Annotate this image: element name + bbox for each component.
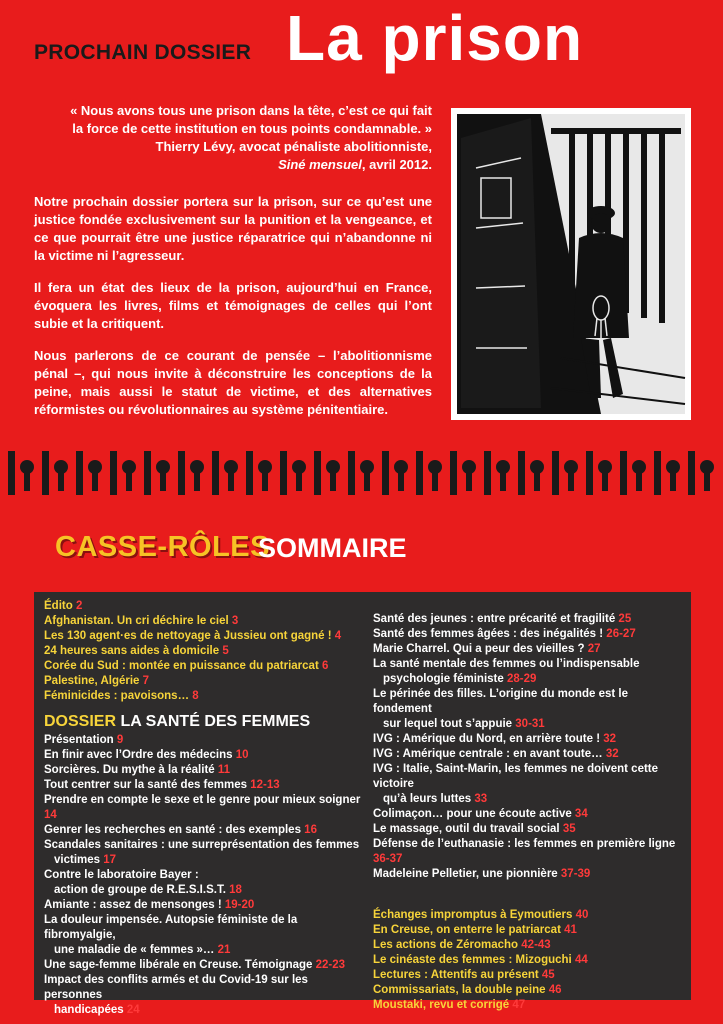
toc-entry-title: Sorcières. Du mythe à la réalité (44, 764, 215, 776)
magazine-logo: CASSE-RÔLES (55, 531, 270, 563)
toc-entry-title: Échanges impromptus à Eymoutiers (373, 909, 573, 921)
quote-block (50, 102, 432, 174)
toc-entry (373, 908, 685, 923)
toc-page-number: 32 (600, 733, 617, 745)
toc-entry-title: Le périnée des filles. L’origine du monde est le fondement (373, 688, 628, 715)
divider-keyhole (462, 460, 476, 491)
toc-entry-title-2: psychologie féministe (383, 673, 504, 685)
toc-page-number: 34 (571, 808, 588, 820)
divider-bar (348, 451, 355, 495)
divider-bar (42, 451, 49, 495)
toc-page-number: 46 (545, 984, 562, 996)
toc-entry (44, 778, 364, 793)
toc-entry-title-2: victimes (54, 854, 101, 866)
toc-entry-title: Tout centrer sur la santé des femmes (44, 779, 248, 791)
toc-dossier-list-continued (373, 612, 685, 882)
toc-entry-title-2: handicapées (54, 1004, 124, 1016)
toc-entry (44, 763, 364, 778)
toc-entry-continuation (373, 672, 685, 687)
table-of-contents (34, 592, 691, 1016)
toc-entry (373, 953, 685, 968)
divider-bar (518, 451, 525, 495)
toc-entry-continuation (373, 717, 685, 732)
toc-entry-title: Impact des conflits armés et du Covid-19 sur les personnes (44, 974, 308, 1001)
toc-entry (44, 838, 364, 868)
toc-entry-title: Madeleine Pelletier, une pionnière (373, 868, 558, 880)
toc-page-number: 11 (214, 764, 231, 776)
divider-keyhole (190, 460, 204, 491)
toc-entry (44, 793, 364, 823)
toc-entry (373, 983, 685, 998)
toc-entry (373, 807, 685, 822)
divider-bar (416, 451, 423, 495)
toc-page-number: 7 (139, 675, 150, 687)
toc-entry-title-2: sur lequel tout s’appuie (383, 718, 513, 730)
divider-bar (110, 451, 117, 495)
toc-entry (373, 642, 685, 657)
divider-keyhole (224, 460, 238, 491)
divider-bar (314, 451, 321, 495)
toc-page-number: 33 (471, 793, 488, 805)
divider-bar (8, 451, 15, 495)
toc-entry-title: Prendre en compte le sexe et le genre pour mieux soigner (44, 794, 361, 806)
toc-entry (373, 762, 685, 807)
toc-entry-title: Lectures : Attentifs au présent (373, 969, 539, 981)
quote-author: Thierry Lévy, avocat pénaliste abolitionniste, (155, 139, 432, 154)
toc-page-number: 22-23 (312, 959, 346, 971)
dossier-label: DOSSIER (44, 713, 117, 730)
divider-keyhole (530, 460, 544, 491)
toc-page-number: 42-43 (518, 939, 551, 951)
toc-page-number: 44 (571, 954, 588, 966)
toc-entry (44, 629, 364, 644)
toc-page-number: 9 (113, 734, 124, 746)
divider-keyhole (292, 460, 306, 491)
toc-entry-title: Défense de l’euthanasie : les femmes en première ligne (373, 838, 676, 850)
toc-page-number: 2 (72, 600, 83, 612)
toc-entry-title: Moustaki, revu et corrigé (373, 999, 510, 1011)
toc-page-number: 5 (219, 645, 229, 657)
divider-bar (688, 451, 695, 495)
toc-entry (44, 748, 364, 763)
toc-entry (44, 913, 364, 958)
toc-entry (373, 657, 685, 687)
toc-page-number: 10 (232, 749, 249, 761)
quote-source: Siné mensuel (278, 157, 362, 172)
divider-keyhole (394, 460, 408, 491)
divider-bar (280, 451, 287, 495)
toc-entry (44, 733, 364, 748)
toc-page-number: 40 (572, 909, 589, 921)
toc-entry (44, 898, 364, 913)
toc-entry (44, 973, 364, 1018)
toc-entry-title: Santé des jeunes : entre précarité et fragilité (373, 613, 616, 625)
divider-bar (144, 451, 151, 495)
quote-date: , avril 2012. (361, 157, 432, 172)
toc-entry-title: La douleur impensée. Autopsie féministe de la fibromyalgie, (44, 914, 298, 941)
intro-paragraph-2: Il fera un état des lieux de la prison, aujourd’hui en France, évoquera les livres, films et témoignages de celles qui l’ont subie et la critiquent. (34, 280, 432, 331)
toc-entry (373, 687, 685, 732)
toc-entry-title: Édito (44, 600, 73, 612)
toc-page-number: 4 (331, 630, 342, 642)
divider-keyhole (88, 460, 102, 491)
toc-entry-title: IVG : Amérique centrale : en avant toute… (373, 748, 603, 760)
divider-keyhole (20, 460, 34, 491)
toc-entry-title: Une sage-femme libérale en Creuse. Témoignage (44, 959, 313, 971)
toc-entry-continuation (44, 883, 364, 898)
toc-entry-title: Contre le laboratoire Bayer : (44, 869, 199, 881)
toc-page-number: 6 (318, 660, 329, 672)
toc-entry-title: Santé des femmes âgées : des inégalités ! (373, 628, 604, 640)
toc-entry-title: La santé mentale des femmes ou l’indispensable (373, 658, 640, 670)
toc-entry (373, 867, 685, 882)
divider-bar (586, 451, 593, 495)
toc-entry-title: 24 heures sans aides à domicile (44, 645, 220, 657)
divider-keyhole (54, 460, 68, 491)
toc-entry-title: Afghanistan. Un cri déchire le ciel (44, 615, 229, 627)
toc-entry (44, 614, 364, 629)
toc-entry-title: Les actions de Zéromacho (373, 939, 519, 951)
toc-entry (373, 837, 685, 867)
divider-bar (246, 451, 253, 495)
divider-keyhole (360, 460, 374, 491)
page-title: La prison (286, 2, 584, 74)
toc-page-number: 8 (189, 690, 199, 702)
quote-source-line (50, 156, 432, 174)
toc-dossier-list (44, 733, 364, 1018)
toc-entry (373, 938, 685, 953)
toc-entry-title-2: action de groupe de R.E.S.I.S.T. (54, 884, 226, 896)
toc-entry-continuation (44, 943, 364, 958)
toc-page-number: 36-37 (373, 853, 403, 865)
divider-keyhole (428, 460, 442, 491)
toc-entry-title: Marie Charrel. Qui a peur des vieilles ? (373, 643, 585, 655)
divider-keyhole (122, 460, 136, 491)
toc-page-number: 27 (584, 643, 601, 655)
toc-right-column (373, 612, 685, 1013)
divider-keyhole (156, 460, 170, 491)
divider-bar (382, 451, 389, 495)
toc-entry-title-2: une maladie de « femmes »… (54, 944, 215, 956)
toc-entry-title: Colimaçon… pour une écoute active (373, 808, 572, 820)
toc-entry-title: En Creuse, on enterre le patriarcat (373, 924, 561, 936)
divider-bar (620, 451, 627, 495)
toc-entry-title: IVG : Amérique du Nord, en arrière toute ! (373, 733, 601, 745)
toc-entry-title-2: qu’à leurs luttes (383, 793, 472, 805)
keyhole-bars-divider (0, 447, 723, 499)
divider-bar (552, 451, 559, 495)
toc-entry (373, 998, 685, 1013)
toc-entry (373, 627, 685, 642)
toc-entry (44, 823, 364, 838)
toc-left-column (44, 599, 364, 1018)
toc-entry-title: Les 130 agent·es de nettoyage à Jussieu ont gagné ! (44, 630, 332, 642)
toc-entry-title: En finir avec l’Ordre des médecins (44, 749, 233, 761)
toc-entry-continuation (44, 1003, 364, 1018)
divider-keyhole (666, 460, 680, 491)
divider-bar (178, 451, 185, 495)
divider-bar (76, 451, 83, 495)
toc-entry-title: Corée du Sud : montée en puissance du patriarcat (44, 660, 319, 672)
toc-page-number: 24 (123, 1004, 140, 1016)
toc-page-number: 17 (100, 854, 117, 866)
divider-keyhole (326, 460, 340, 491)
toc-page-number: 28-29 (503, 673, 537, 685)
toc-page-number: 30-31 (512, 718, 545, 730)
divider-bar (654, 451, 661, 495)
toc-entry-continuation (44, 853, 364, 868)
toc-entry-title: Scandales sanitaires : une surreprésentation des femmes (44, 839, 360, 851)
prison-guard-woodcut-illustration (451, 108, 691, 420)
divider-bar (450, 451, 457, 495)
divider-keyhole (598, 460, 612, 491)
divider-keyhole (496, 460, 510, 491)
toc-entry (373, 732, 685, 747)
toc-entry (44, 689, 364, 704)
toc-entry-continuation (373, 792, 685, 807)
divider-keyhole (258, 460, 272, 491)
dossier-heading (44, 712, 364, 732)
toc-page-number: 14 (44, 809, 57, 821)
toc-entry (44, 644, 364, 659)
toc-entry (44, 599, 364, 614)
toc-entry-title: Présentation (44, 734, 114, 746)
toc-entry (373, 822, 685, 837)
toc-entry (44, 659, 364, 674)
toc-entry-title: Féminicides : pavoisons… (44, 690, 190, 702)
toc-entry-title: Le cinéaste des femmes : Mizoguchi (373, 954, 572, 966)
divider-bar (212, 451, 219, 495)
next-dossier-label: PROCHAIN DOSSIER (34, 41, 252, 64)
sommaire-heading: SOMMAIRE (258, 533, 407, 563)
toc-entry-title: Commissariats, la double peine (373, 984, 546, 996)
toc-news-list (44, 599, 364, 704)
toc-page-number: 12-13 (247, 779, 280, 791)
toc-entry-title: Amiante : assez de mensonges ! (44, 899, 222, 911)
toc-entry-title: Le massage, outil du travail social (373, 823, 560, 835)
intro-paragraph-1: Notre prochain dossier portera sur la prison, sur ce qu’est une justice fondée exclusivement sur la punition et la vengeance, et ce que pourrait être une justice réparatrice qui n’abandonne ni la victime ni l’agresseur. (34, 194, 432, 263)
toc-page-number: 25 (615, 613, 632, 625)
divider-keyhole (700, 460, 714, 491)
toc-entry-title: IVG : Italie, Saint-Marin, les femmes ne doivent cette victoire (373, 763, 659, 790)
divider-bar (484, 451, 491, 495)
toc-entry-title: Palestine, Algérie (44, 675, 140, 687)
intro-paragraph-3: Nous parlerons de ce courant de pensée – l’abolitionnisme pénal –, qui nous invite à déconstruire les conceptions de la peine, mais aussi le statut de victime, et des alternatives réformistes ou révolutionnaires au système pénitentiaire. (34, 348, 432, 417)
toc-entry-title: Genrer les recherches en santé : des exemples (44, 824, 301, 836)
dossier-title: LA SANTÉ DES FEMMES (120, 713, 311, 730)
spacer (373, 882, 685, 908)
toc-page-number: 21 (214, 944, 231, 956)
toc-page-number: 47 (509, 999, 526, 1011)
toc-entry (44, 674, 364, 689)
toc-page-number: 32 (602, 748, 619, 760)
toc-page-number: 35 (559, 823, 576, 835)
toc-entry (373, 968, 685, 983)
toc-sections-list (373, 908, 685, 1013)
toc-page-number: 19-20 (221, 899, 255, 911)
toc-page-number: 26-27 (603, 628, 636, 640)
toc-page-number: 41 (560, 924, 577, 936)
divider-keyhole (632, 460, 646, 491)
quote-line: « Nous avons tous une prison dans la tête, c’est ce qui fait (70, 103, 432, 118)
toc-entry (44, 868, 364, 898)
toc-entry (44, 958, 364, 973)
toc-entry (373, 747, 685, 762)
toc-entry (373, 923, 685, 938)
toc-page-number: 45 (538, 969, 555, 981)
toc-page-number: 16 (300, 824, 317, 836)
toc-page-number: 3 (228, 615, 239, 627)
quote-line: la force de cette institution en tous points condamnable. » (72, 121, 432, 136)
toc-entry (373, 612, 685, 627)
toc-page-number: 37-39 (557, 868, 591, 880)
toc-page-number: 18 (225, 884, 242, 896)
divider-keyhole (564, 460, 578, 491)
